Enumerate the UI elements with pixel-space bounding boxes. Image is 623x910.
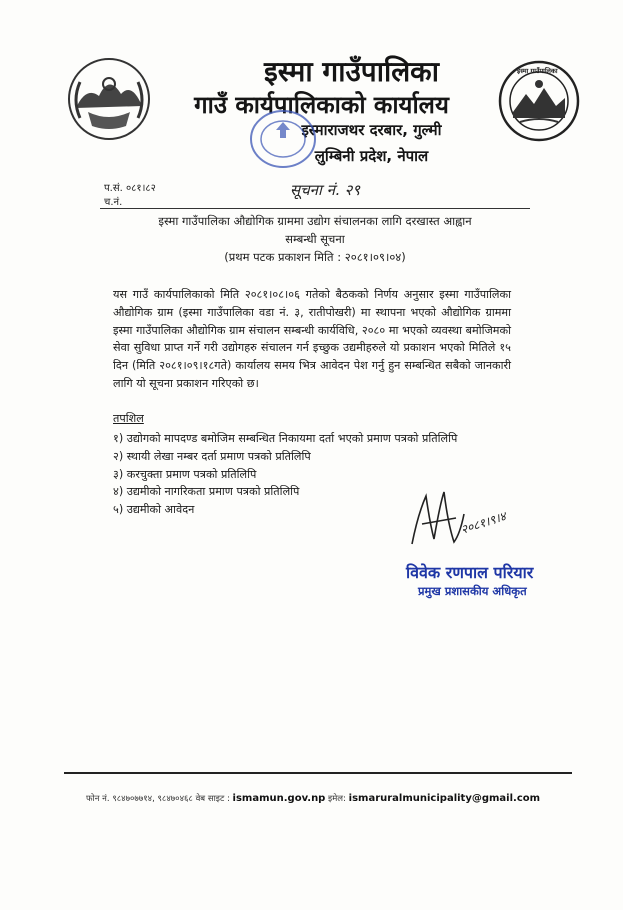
- list-item: ३) करचुक्ता प्रमाण पत्रको प्रतिलिपि: [113, 467, 257, 481]
- publication-date: (प्रथम पटक प्रकाशन मिति : २०८१।०९।०४): [224, 250, 406, 264]
- list-item: २) स्थायी लेखा नम्बर दर्ता प्रमाण पत्रको प्रतिलिपि: [113, 449, 311, 463]
- municipality-name: इस्मा गाउँपालिका: [264, 55, 439, 88]
- notice-number: सूचना नं. २९: [290, 181, 361, 199]
- website-label: वेब साइट :: [195, 794, 230, 804]
- list-item: ५) उद्यमीको आवेदन: [113, 503, 195, 517]
- signatory-name: विवेक रणपाल परियार: [406, 563, 534, 582]
- website-link[interactable]: ismamun.gov.np: [232, 793, 326, 804]
- office-name: गाउँ कार्यपालिकाको कार्यालय: [194, 91, 449, 119]
- list-item: ४) उद्यमीको नागरिकता प्रमाण पत्रको प्रतिलिपि: [113, 485, 300, 499]
- notice-body: यस गाउँ कार्यपालिकाको मिति २०८१।०८।०६ गतेको बैठकको निर्णय अनुसार इस्मा गाउँपालिका औद्योगिक ग्राम (इस्मा गाउँपालिका वडा नं. ३, रातीपोखरी) मा स्थापना भएको औद्योगिक ग्राममा इस्मा गाउँपालिका औद्योगिक ग्राम संचालन सम्बन्धी कार्यविधि, २०८० मा भएको व्यवस्था बमोजिमको सेवा सुविधा प्राप्त गर्ने गरी उद्योगहरु संचालन गर्न इच्छुक उद्यमीहरुले यो प्रकाशन भएको मितिले १५ दिन (मिति २०८१।०९।१८गते) कार्यालय समय भित्र आवेदन पेश गर्नु हुन सम्बन्धित सबैको जानकारी लागि यो सूचना प्रकाशन गरिएको छ।: [113, 288, 511, 390]
- province-country: लुम्बिनी प्रदेश, नेपाल: [314, 147, 429, 165]
- dispatch-number: च.नं.: [104, 197, 123, 208]
- office-address: इस्माराजथर दरबार, गुल्मी: [301, 121, 442, 139]
- signatory-title: प्रमुख प्रशासकीय अधिकृत: [418, 584, 527, 598]
- subject-line-2: सम्बन्धी सूचना: [285, 232, 345, 246]
- email-link[interactable]: ismaruralmunicipality@gmail.com: [348, 793, 541, 804]
- phone-number: ९८४७०७७१४, ९८४७०४६८: [112, 794, 193, 804]
- reference-number: प.सं. ०८१।८२: [104, 183, 156, 194]
- footer-contact: [86, 793, 540, 804]
- email-label: इमेल:: [328, 794, 346, 804]
- phone-label: फोन नं.: [86, 794, 110, 804]
- footer-divider: [64, 772, 572, 774]
- header-divider: [100, 208, 530, 209]
- signature-date: २०८१।९।४: [459, 509, 508, 537]
- right-emblem-label: इस्मा गाउँपालिका: [517, 67, 558, 75]
- details-heading: तपशिल: [113, 412, 144, 425]
- list-item: १) उद्योगको मापदण्ड बमोजिम सम्बन्धित निकायमा दर्ता भएको प्रमाण पत्रको प्रतिलिपि: [113, 432, 458, 445]
- subject-line-1: इस्मा गाउँपालिका औद्योगिक ग्राममा उद्योग संचालनका लागि दरखास्त आह्वान: [158, 214, 472, 228]
